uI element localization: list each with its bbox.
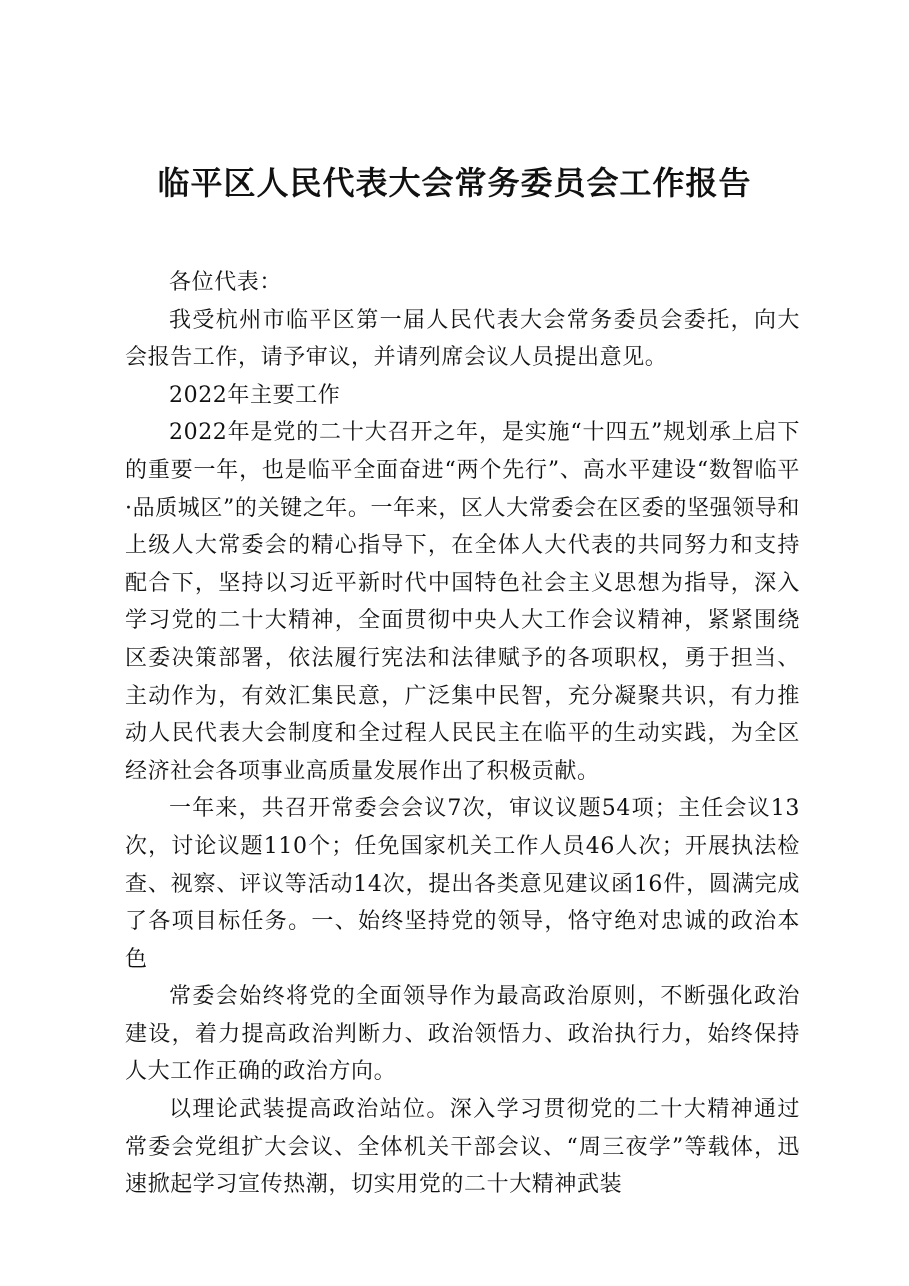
document-title: 临平区人民代表大会常务委员会工作报告 (157, 164, 752, 202)
paragraph-statistics: 一年来，共召开常委会会议7次，审议议题54项；主任会议13次，讨论议题110个；任免国家机关工作人员46人次；开展执法检查、视察、评议等活动14次，提出各类意见建议函16件，圆满完成了各项目标任务。一、始终坚持党的领导，恪守绝对忠诚的政治本色 (125, 796, 800, 972)
section-heading-2022-work: 2022年主要工作 (169, 382, 341, 408)
paragraph-entrustment: 我受杭州市临平区第一届人民代表大会常务委员会委托，向大会报告工作，请予审议，并请列席会议人员提出意见。 (125, 307, 800, 371)
paragraph-salutation: 各位代表： (169, 270, 283, 295)
document-body (125, 264, 800, 1204)
paragraph-overview: 2022年是党的二十大召开之年，是实施“十四五”规划承上启下的重要一年，也是临平全面奋进“两个先行”、高水平建设“数智临平·品质城区”的关键之年。一年来，区人大常委会在区委的坚强领导和上级人大常委会的精心指导下，在全体人大代表的共同努力和支持配合下，坚持以习近平新时代中国特色社会主义思想为指导，深入学习党的二十大精神，全面贯彻中央人大工作会议精神，紧紧围绕区委决策部署，依法履行宪法和法律赋予的各项职权，勇于担当、主动作为，有效汇集民意，广泛集中民智，充分凝聚共识，有力推动人民代表大会制度和全过程人民民主在临平的生动实践，为全区经济社会各项事业高质量发展作出了积极贡献。 (125, 420, 800, 784)
paragraph-party-leadership: 常委会始终将党的全面领导作为最高政治原则，不断强化政治建设，着力提高政治判断力、政治领悟力、政治执行力，始终保持人大工作正确的政治方向。 (125, 984, 800, 1085)
paragraph-theory: 以理论武装提高政治站位。深入学习贯彻党的二十大精神通过常委会党组扩大会议、全体机关干部会议、“周三夜学”等载体，迅速掀起学习宣传热潮，切实用党的二十大精神武装 (125, 1097, 800, 1198)
